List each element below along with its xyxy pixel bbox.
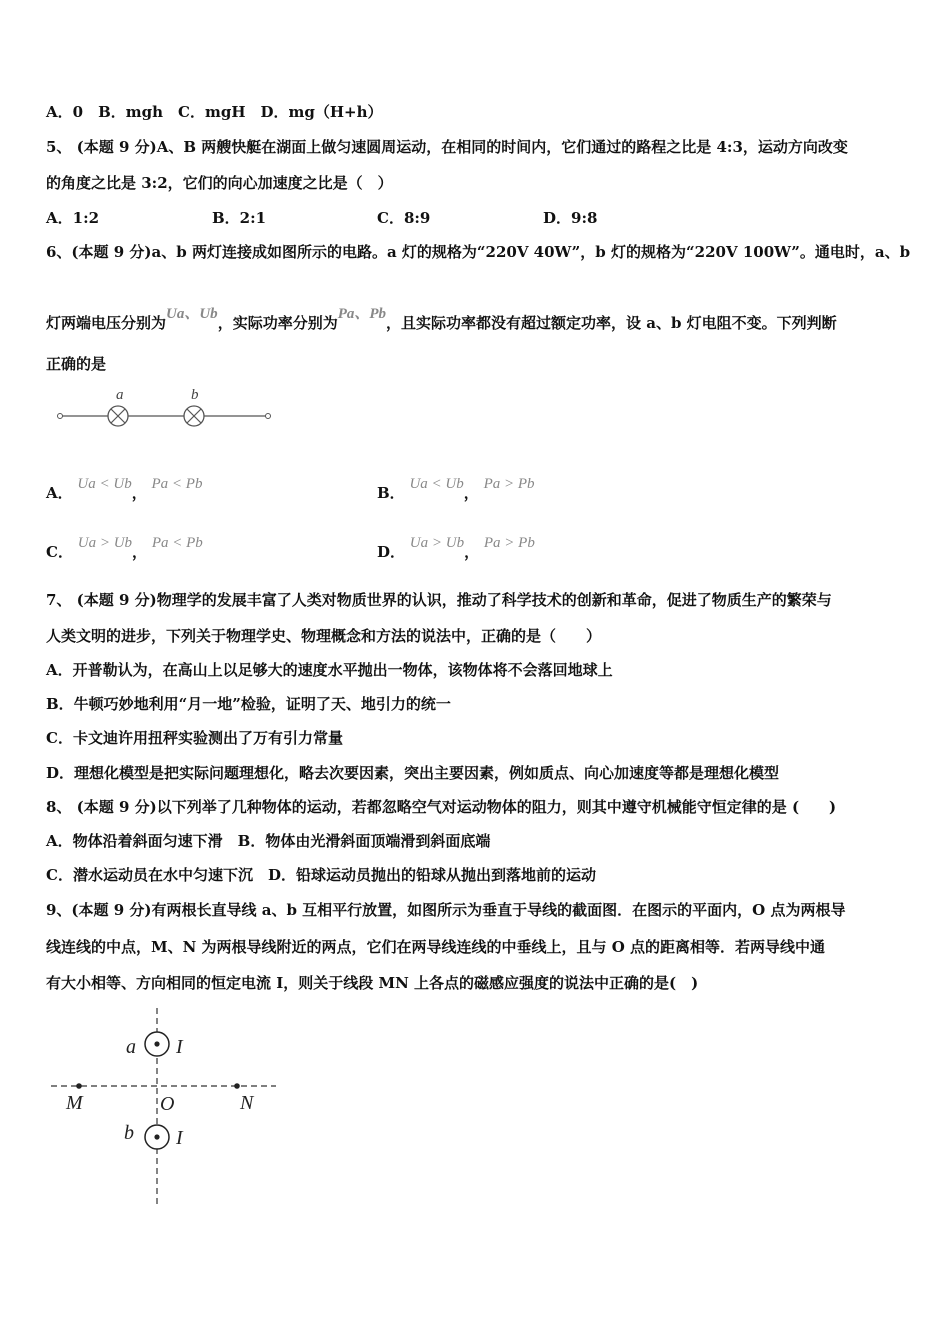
q6-stem-text-b: ，实际功率分别为 (217, 314, 338, 332)
q8-stem: 8、 (本题 9 分)以下列举了几种物体的运动，若都忽略空气对运动物体的阻力，则其中遵守机械能守恒定律的是 ( ) (46, 798, 837, 816)
q8-options-cd: C．潜水运动员在水中匀速下沉 D．铅球运动员抛出的铅球从抛出到落地前的运动 (46, 866, 596, 884)
point-m-label: M (66, 1092, 83, 1114)
q6-stem-line1: 6、(本题 9 分)a、b 两灯连接成如图所示的电路。a 灯的规格为“220V 40W”，b 灯的规格为“220V 100W”。通电时，a、b (46, 243, 911, 261)
q6-stem-text-a: 灯两端电压分别为 (46, 314, 167, 332)
q7-stem-line1: 7、 (本题 9 分)物理学的发展丰富了人类对物质世界的认识，推动了科学技术的创新和革命，促进了物质生产的繁荣与 (46, 591, 832, 609)
q6-option-c-label: C． (46, 543, 73, 561)
q6-option-b-power: Pa > Pb (483, 476, 535, 492)
point-m (76, 1083, 82, 1089)
point-n (234, 1083, 240, 1089)
q6-power-symbols: Pa、Pb (337, 306, 387, 322)
q6-option-a-label: A． (46, 484, 73, 502)
q6-option-b: B． Ua < Ub， Pa > Pb (377, 476, 535, 502)
lamp-a-icon (108, 406, 128, 426)
q6-option-c-power: Pa < Pb (151, 535, 203, 551)
q5-option-d: D．9:8 (543, 209, 598, 227)
q9-stem-line3: 有大小相等、方向相同的恒定电流 I，则关于线段 MN 上各点的磁感应强度的说法中正确的是( ) (46, 974, 699, 992)
q7-option-d: D．理想化模型是把实际问题理想化，略去次要因素，突出主要因素，例如质点、向心加速度等都是理想化模型 (46, 764, 780, 782)
q6-option-a-power: Pa < Pb (151, 476, 203, 492)
q6-option-b-voltage: Ua < Ub (409, 476, 464, 492)
wire-b-icon (145, 1125, 169, 1149)
q6-option-d-voltage: Ua > Ub (409, 535, 465, 551)
q6-option-c: C． Ua > Ub， Pa < Pb (46, 535, 203, 561)
wire-a-icon (145, 1032, 169, 1056)
q4-options: A．0 B．mgh C．mgH D．mg（H+h） (46, 103, 383, 121)
q6-option-a-voltage: Ua < Ub (77, 476, 132, 492)
terminal-right (266, 414, 271, 419)
lamp-a-label: a (116, 387, 124, 403)
q9-wire-figure (46, 1005, 286, 1210)
q9-stem-line2: 线连线的中点，M、N 为两根导线附近的两点，它们在两导线连线的中垂线上，且与 O 点的距离相等．若两导线中通 (46, 938, 826, 956)
q6-option-c-voltage: Ua > Ub (77, 535, 133, 551)
wire-a-current-label: I (176, 1036, 183, 1058)
point-n-label: N (240, 1092, 254, 1114)
q7-option-c: C．卡文迪许用扭秤实验测出了万有引力常量 (46, 729, 343, 747)
q6-stem-line3: 正确的是 (46, 355, 107, 373)
q7-option-a: A．开普勒认为，在高山上以足够大的速度水平抛出一物体，该物体将不会落回地球上 (46, 661, 613, 679)
q5-option-a: A．1:2 (46, 209, 100, 227)
q5-stem-line2: 的角度之比是 3:2，它们的向心加速度之比是（ ） (46, 174, 393, 192)
wire-a-label: a (126, 1036, 136, 1058)
lamp-b-icon (184, 406, 204, 426)
point-o-label: O (160, 1093, 175, 1115)
q6-circuit-figure (52, 382, 278, 434)
q7-option-b: B．牛顿巧妙地利用“月一地”检验，证明了天、地引力的统一 (46, 695, 451, 713)
q5-stem-line1: 5、 (本题 9 分)A、B 两艘快艇在湖面上做匀速圆周运动，在相同的时间内，它们通过的路程之比是 4:3，运动方向改变 (46, 138, 848, 156)
q6-option-d: D． Ua > Ub， Pa > Pb (377, 535, 535, 561)
q6-option-d-power: Pa > Pb (483, 535, 535, 551)
lamp-b-label: b (191, 387, 199, 403)
q7-stem-line2: 人类文明的进步，下列关于物理学史、物理概念和方法的说法中，正确的是（ ） (46, 627, 602, 645)
q6-option-d-label: D． (377, 543, 406, 561)
terminal-left (58, 414, 63, 419)
wire-b-current-label: I (176, 1127, 183, 1149)
wire-b-label: b (124, 1122, 134, 1144)
q6-stem-text-c: ，且实际功率都没有超过额定功率，设 a、b 灯电阻不变。下列判断 (386, 314, 837, 332)
q6-stem-line2 (46, 304, 837, 333)
q6-option-b-label: B． (377, 484, 405, 502)
q6-option-a: A． Ua < Ub， Pa < Pb (46, 476, 203, 502)
q5-option-b: B．2:1 (212, 209, 267, 227)
q8-options-ab: A．物体沿着斜面匀速下滑 B．物体由光滑斜面顶端滑到斜面底端 (46, 832, 491, 850)
q5-option-c: C．8:9 (377, 209, 431, 227)
q6-voltage-symbols: Ua、Ub (166, 306, 218, 322)
q9-stem-line1: 9、(本题 9 分)有两根长直导线 a、b 互相平行放置，如图所示为垂直于导线的截面图．在图示的平面内，O 点为两根导 (46, 901, 846, 919)
